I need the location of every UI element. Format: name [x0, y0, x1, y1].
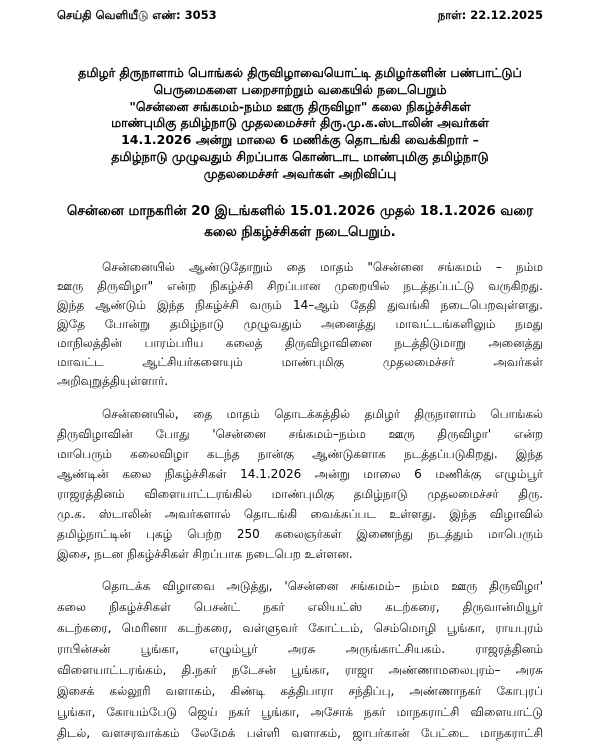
paragraph-line: சென்னையில், தை மாதம் தொடக்கத்தில் தமிழர் திருநாளாம் பொங்கல்	[102, 407, 543, 421]
title-line: 14.1.2026 அன்று மாலை 6 மணிக்கு தொடங்கி வைக்கிறார் –	[121, 132, 479, 148]
title-line: தமிழர் திருநாளாம் பொங்கல் திருவிழாவையொட்டி தமிழர்களின் பண்பாட்டுப்	[78, 65, 522, 80]
title-line: மாண்புமிகு தமிழ்நாடு முதலமைச்சர் திரு.மு.க.ஸ்டாலின் அவர்கள்	[111, 115, 489, 131]
paragraph-line: விளையாட்டரங்கம், தி.நகர் நடேசன் பூங்கா, ராஜா அண்ணாமலைபுரம்– அரசு	[57, 663, 543, 677]
subtitle-line: சென்னை மாநகரின் 20 இடங்களில் 15.01.2026 முதல் 18.1.2026 வரை	[66, 203, 534, 219]
paragraph-line: ஆண்டின் கலை நிகழ்ச்சிகள் 14.1.2026 அன்று மாலை 6 மணிக்கு எழும்பூர்	[57, 467, 543, 481]
title-line: பெருமைகளை பறைசாற்றும் வகையில் நடைபெறும்	[153, 81, 447, 97]
paragraph-line: இசைக் கல்லூரி வளாகம், கிண்டி கத்திபாரா சந்திப்பு, அண்ணாநகர் கோபுரப்	[57, 684, 543, 698]
paragraph-line: ஊரு திருவிழா" என்ற நிகழ்ச்சி சிறப்பான முறையில் நடத்தப்பட்டு வருகிறது.	[57, 279, 543, 293]
subtitle-line: கலை நிகழ்ச்சிகள் நடைபெறும்.	[204, 224, 396, 240]
paragraph-line: அறிவுறுத்தியுள்ளார்.	[57, 374, 169, 388]
paragraph-line: இதே போன்று தமிழ்நாடு முழுவதும் அனைத்து மாவட்டங்களிலும் நமது	[57, 317, 543, 331]
release-title	[57, 65, 543, 183]
release-number: செய்தி வெளியீடு எண்: 3053	[57, 8, 217, 22]
paragraph-line: ராபின்சன் பூங்கா, எழும்பூர் அரசு அருங்காட்சியகம். ராஜரத்தினம்	[57, 642, 543, 656]
paragraph-line: மாவட்ட ஆட்சியர்களையும் மாண்புமிகு முதலமைச்சர் அவர்கள்	[57, 355, 543, 369]
paragraph-line: மு.க. ஸ்டாலின் அவர்களால் தொடங்கி வைக்கப்பட உள்ளது. இந்த விழாவில்	[57, 507, 543, 521]
release-date: நாள்: 22.12.2025	[437, 8, 543, 22]
title-line: "சென்னை சங்கமம்-நம்ம ஊரு திருவிழா" கலை நிகழ்ச்சிகள்	[129, 98, 471, 114]
paragraph-line: கலை நிகழ்ச்சிகள் பெசன்ட் நகர் எலியட்ஸ் கடற்கரை, திருவான்மியூர்	[57, 600, 543, 614]
release-header	[57, 7, 543, 23]
paragraph-line: சென்னையில் ஆண்டுதோறும் தை மாதம் "சென்னை சங்கமம் – நம்ம	[102, 260, 543, 274]
paragraph-line: மாநிலத்தின் பாரம்பரிய கலைத் திருவிழாவினை நடத்திடுமாறு அனைத்து	[57, 336, 543, 350]
paragraph-line: மாபெரும் கலைவிழா கடந்த நான்கு ஆண்டுகளாக நடத்தப்படுகிறது. இந்த	[57, 447, 543, 461]
paragraph-line: பூங்கா, கோயம்பேடு ஜெய் நகர் பூங்கா, அசோக் நகர் மாநகராட்சி விளையாட்டு	[57, 705, 543, 719]
paragraph-line: இசை, நடன நிகழ்ச்சிகள் சிறப்பாக நடைபெற உள்ளன.	[57, 547, 353, 561]
title-line: முதலமைச்சர் அவர்கள் அறிவிப்பு	[203, 165, 397, 181]
paragraph-line: இந்த ஆண்டும் இந்த நிகழ்ச்சி வரும் 14–ஆம் தேதி துவங்கி நடைபெறவுள்ளது.	[57, 298, 543, 312]
paragraph-line: தமிழ்நாட்டின் புகழ் பெற்ற 250 கலைஞர்கள் இணைந்து நடத்தும் மாபெரும்	[57, 527, 543, 541]
paragraph-line: தொடக்க விழாவை அடுத்து, 'சென்னை சங்கமம்– நம்ம ஊரு திருவிழா'	[102, 579, 543, 593]
paragraph-line: கடற்கரை, மெரினா கடற்கரை, வள்ளுவர் கோட்டம், செம்மொழி பூங்கா, ராயபுரம்	[57, 621, 543, 635]
paragraph-1	[57, 258, 543, 391]
paragraph-3	[57, 576, 543, 744]
paragraph-line: திருவிழாவின் போது 'சென்னை சங்கமம்–நம்ம ஊரு திருவிழா' என்ற	[57, 427, 543, 441]
paragraph-line: ராஜரத்தினம் விளையாட்டரங்கில் மாண்புமிகு தமிழ்நாடு முதலமைச்சர் திரு.	[57, 487, 543, 501]
release-subtitle	[57, 201, 543, 243]
paragraph-line: திடல், வளசரவாக்கம் லேமேக் பள்ளி வளாகம், ஜாபர்கான் பேட்டை மாநகராட்சி	[57, 726, 543, 740]
title-line: தமிழ்நாடு முழுவதும் சிறப்பாக கொண்டாட மாண்புமிகு தமிழ்நாடு	[111, 148, 489, 164]
paragraph-2	[57, 404, 543, 564]
